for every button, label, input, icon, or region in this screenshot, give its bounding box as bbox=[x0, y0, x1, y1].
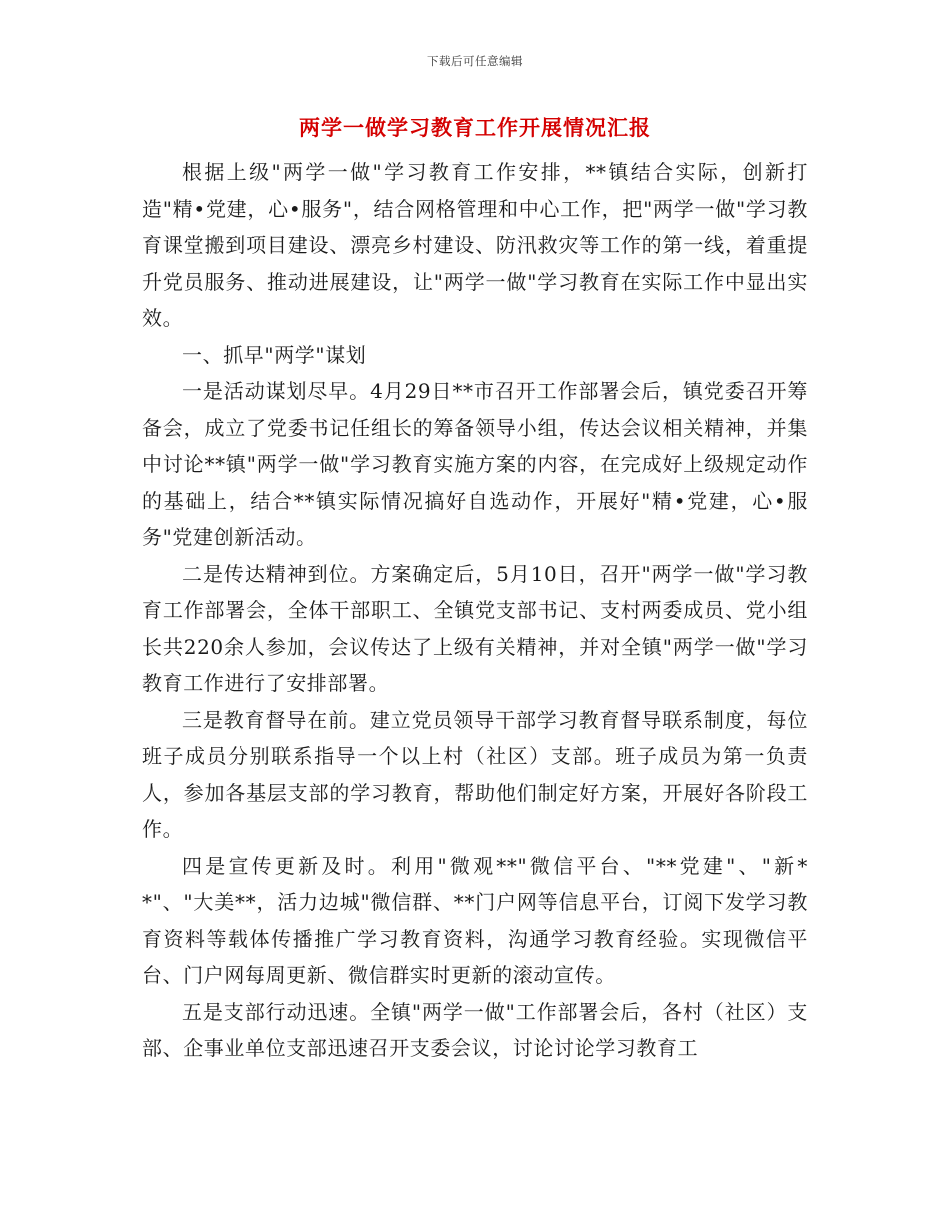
paragraph-item-4: 四是宣传更新及时。利用"微观**"微信平台、"**党建"、"新**"、"大美**，活力边城"微信群、**门户网等信息平台，订阅下发学习教育资料等载体传播推广学习教育资料，沟通学习教育经验。实现微信平台、门户网每周更新、微信群实时更新的滚动宣传。 bbox=[142, 853, 808, 987]
section-heading-1: 一、抓早"两学"谋划 bbox=[182, 342, 367, 367]
paragraph-item-5: 五是支部行动迅速。全镇"两学一做"工作部署会后，各村（社区）支部、企事业单位支部迅速召开支委会议，讨论讨论学习教育工 bbox=[142, 999, 808, 1060]
paragraph-item-2: 二是传达精神到位。方案确定后，5月10日，召开"两学一做"学习教育工作部署会，全体干部职工、全镇党支部书记、支村两委成员、党小组长共220余人参加，会议传达了上级有关精神，并对全镇"两学一做"学习教育工作进行了安排部署。 bbox=[142, 561, 808, 695]
paragraph-item-1: 一是活动谋划尽早。4月29日**市召开工作部署会后，镇党委召开筹备会，成立了党委书记任组长的筹备领导小组，传达会议相关精神，并集中讨论**镇"两学一做"学习教育实施方案的内容，在完成好上级规定动作的基础上，结合**镇实际情况搞好自选动作，开展好"精•党建，心•服务"党建创新活动。 bbox=[142, 379, 808, 549]
document-title: 两学一做学习教育工作开展情况汇报 bbox=[299, 115, 651, 140]
paragraph-intro: 根据上级"两学一做"学习教育工作安排，**镇结合实际，创新打造"精•党建，心•服务"，结合网格管理和中心工作，把"两学一做"学习教育课堂搬到项目建设、漂亮乡村建设、防汛救灾等工作的第一线，着重提升党员服务、推动进展建设，让"两学一做"学习教育在实际工作中显出实效。 bbox=[142, 160, 808, 330]
header-note: 下载后可任意编辑 bbox=[427, 54, 523, 68]
document-body bbox=[142, 154, 808, 1067]
paragraph-item-3: 三是教育督导在前。建立党员领导干部学习教育督导联系制度，每位班子成员分别联系指导一个以上村（社区）支部。班子成员为第一负责人，参加各基层支部的学习教育，帮助他们制定好方案，开展好各阶段工作。 bbox=[142, 707, 808, 841]
